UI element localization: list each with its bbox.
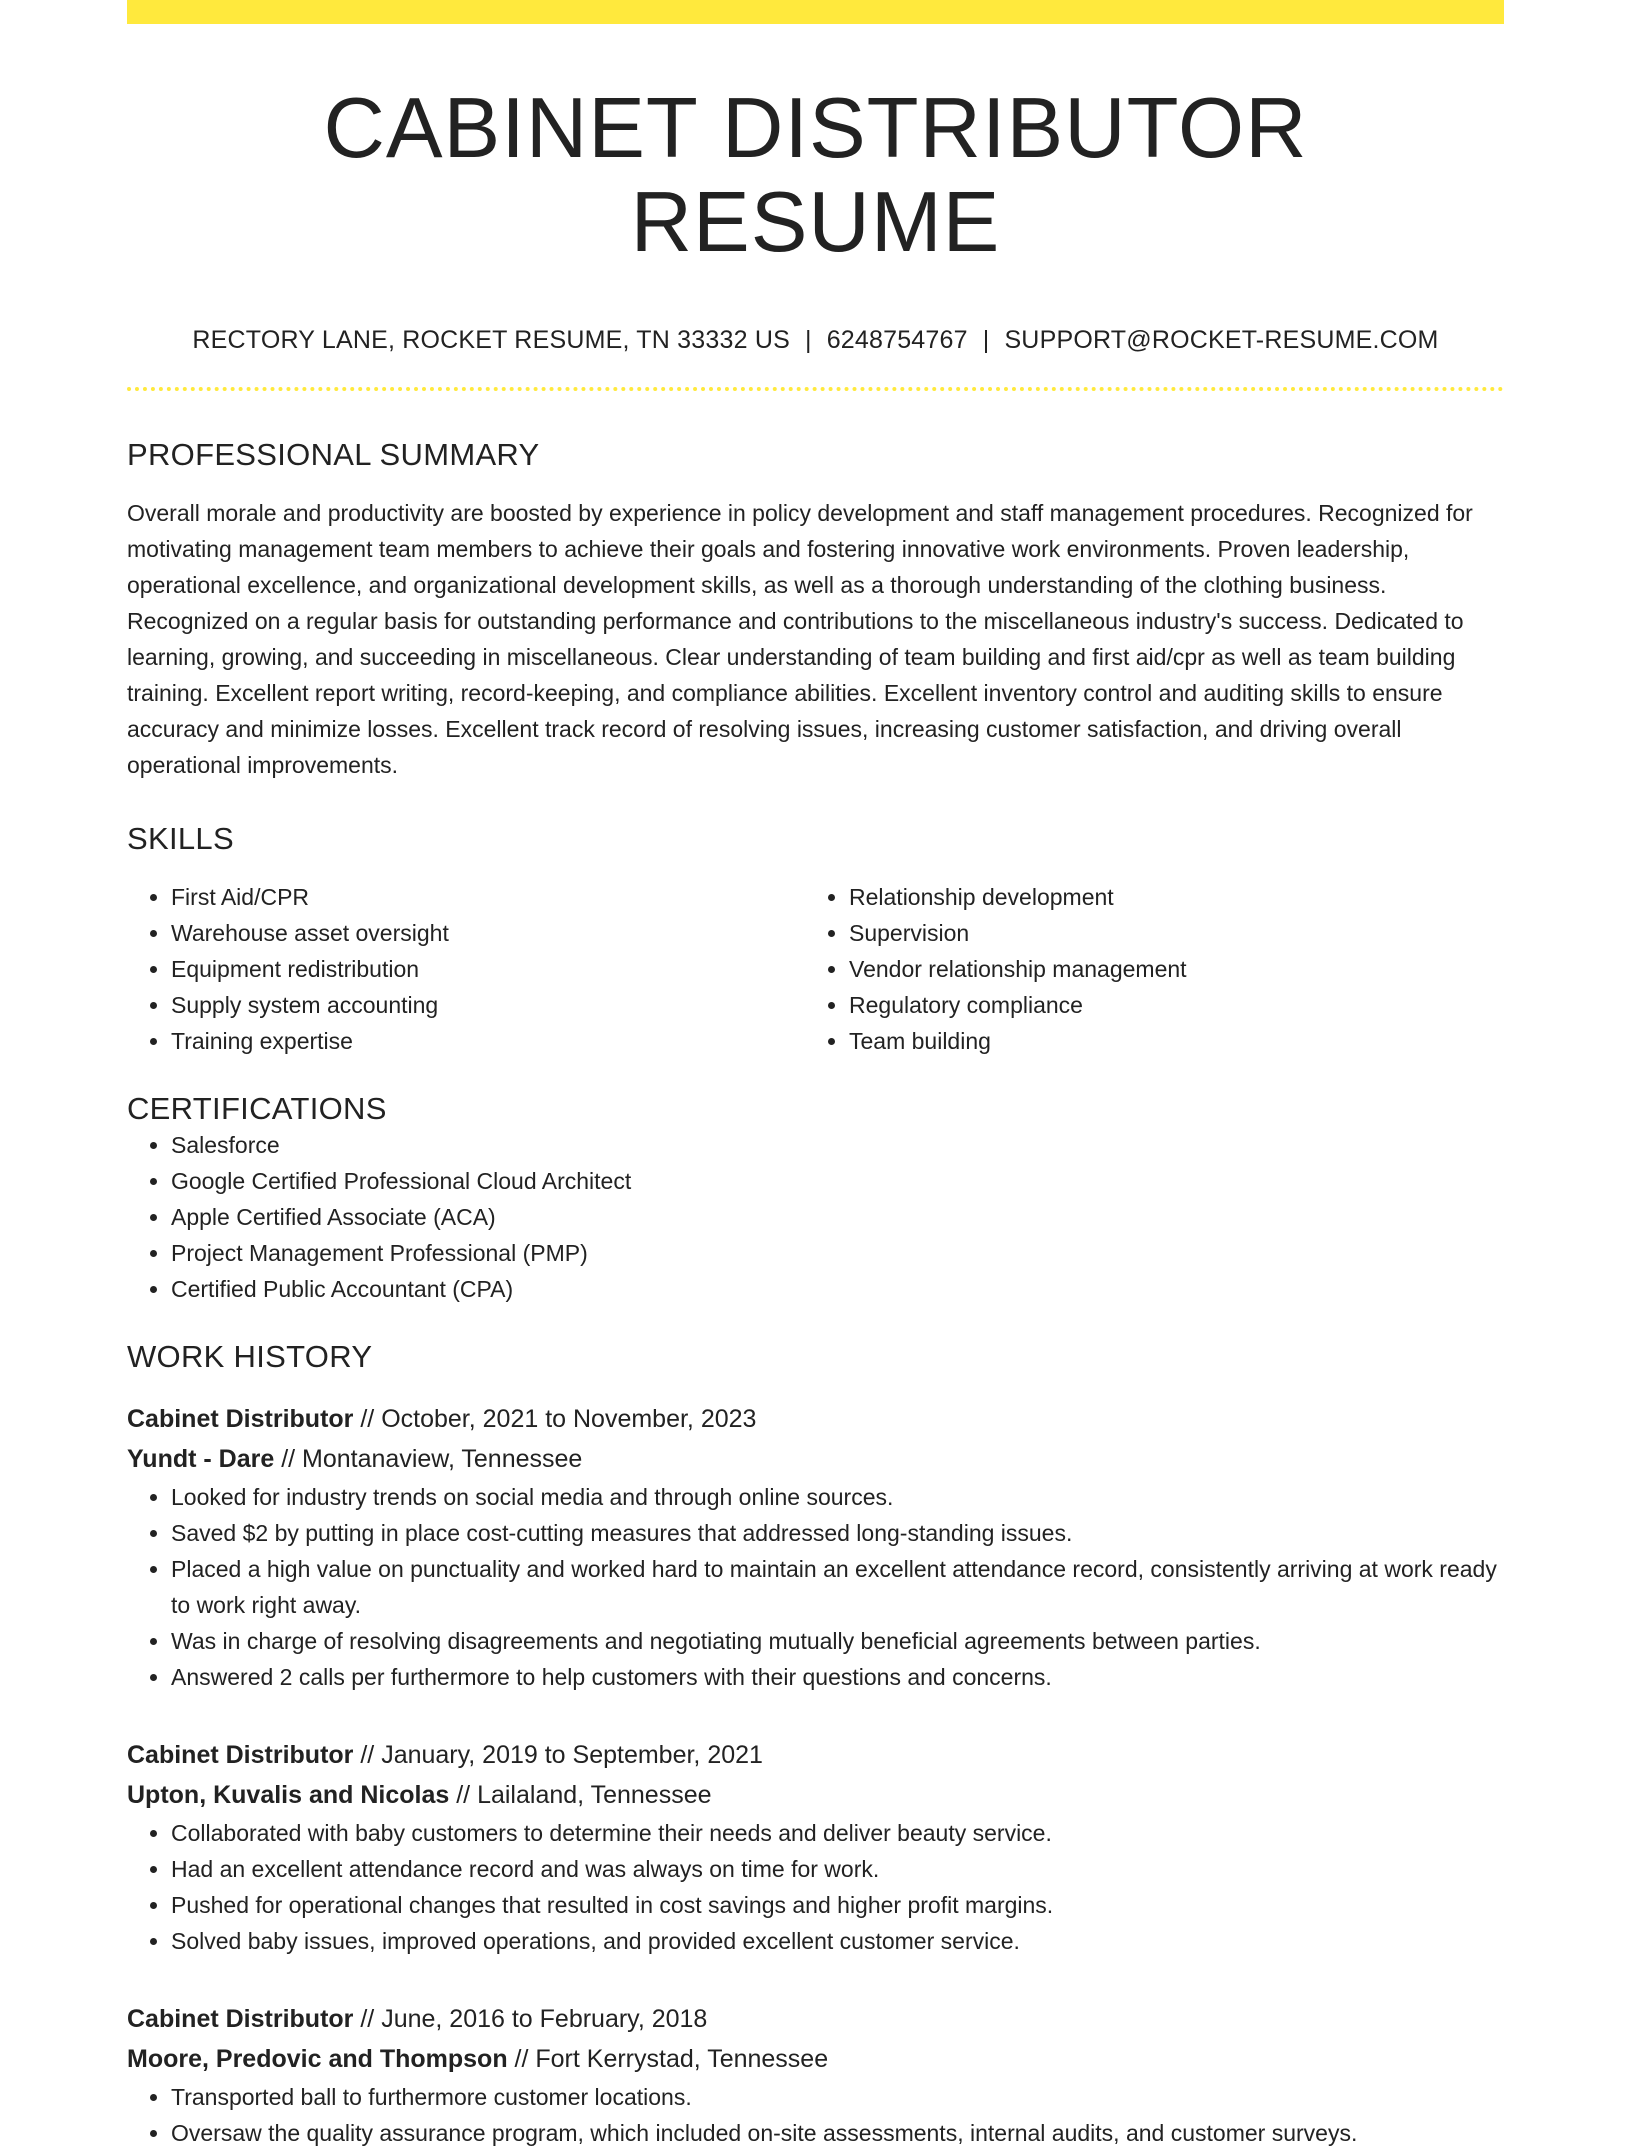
list-item: • Transported ball to furthermore customer locations. <box>171 2079 1504 2115</box>
list-item: • Regulatory compliance <box>849 987 1483 1023</box>
job-dates: // October, 2021 to November, 2023 <box>353 1405 757 1433</box>
job-duties-list <box>127 1815 1504 1959</box>
job-duties-list <box>127 1479 1504 1695</box>
job-role: Cabinet Distributor <box>127 2005 354 2033</box>
job-company: Upton, Kuvalis and Nicolas <box>127 1781 450 1809</box>
job-company-line <box>127 1775 1504 1815</box>
job-duties-list <box>127 2079 1504 2151</box>
job-location: // Lailaland, Tennessee <box>449 1781 712 1809</box>
list-item: • Equipment redistribution <box>171 951 805 987</box>
list-item: • Relationship development <box>849 879 1483 915</box>
skills-list-right <box>805 879 1483 1059</box>
skills-column-left <box>127 879 805 1059</box>
skills-column-right <box>805 879 1483 1059</box>
contact-phone: 6248754767 <box>826 326 968 354</box>
job-company: Yundt - Dare <box>127 1445 275 1473</box>
resume-page <box>127 0 1504 2151</box>
job-company-line <box>127 1439 1504 1479</box>
summary-text: Overall morale and productivity are boosted by experience in policy development and staff management procedures. Recognized for motivating management team members to achieve their goals and fostering innovative work environments. Proven leadership, operational excellence, and organizational development skills, as well as a thorough understanding of the clothing business. Recognized on a regular basis for outstanding performance and contributions to the miscellaneous industry's success. Dedicated to learning, growing, and succeeding in miscellaneous. Clear understanding of team building and first aid/cpr as well as team building training. Excellent report writing, record-keeping, and compliance abilities. Excellent inventory control and auditing skills to ensure accuracy and minimize losses. Excellent track record of resolving issues, increasing customer satisfaction, and driving overall operational improvements. <box>127 500 1473 778</box>
list-item: • Supervision <box>849 915 1483 951</box>
contact-separator: | <box>982 326 990 354</box>
skills-heading: SKILLS <box>127 821 234 856</box>
list-item: • Looked for industry trends on social media and through online sources. <box>171 1479 1504 1515</box>
skills-list-left <box>127 879 805 1059</box>
contact-address: RECTORY LANE, ROCKET RESUME, TN 33332 US <box>192 326 790 354</box>
contact-line <box>127 326 1504 355</box>
resume-title: CABINET DISTRIBUTOR RESUME <box>323 81 1308 270</box>
top-accent-bar <box>127 0 1504 24</box>
list-item: • Salesforce <box>171 1127 1504 1163</box>
job-role: Cabinet Distributor <box>127 1741 354 1769</box>
job-entry <box>127 1399 1504 1695</box>
certifications-heading: CERTIFICATIONS <box>127 1091 387 1126</box>
job-location: // Fort Kerrystad, Tennessee <box>507 2045 829 2073</box>
certifications-list <box>127 1127 1504 1307</box>
work-history-heading: WORK HISTORY <box>127 1339 373 1374</box>
job-company: Moore, Predovic and Thompson <box>127 2045 508 2073</box>
list-item: • Supply system accounting <box>171 987 805 1023</box>
skills-grid <box>127 879 1504 1059</box>
job-role: Cabinet Distributor <box>127 1405 354 1433</box>
list-item: • Had an excellent attendance record and was always on time for work. <box>171 1851 1504 1887</box>
summary-heading: PROFESSIONAL SUMMARY <box>127 437 540 472</box>
contact-separator: | <box>804 326 812 354</box>
job-entry <box>127 1735 1504 1959</box>
list-item: • Certified Public Accountant (CPA) <box>171 1271 1504 1307</box>
work-history-list <box>127 1399 1504 2151</box>
job-company-line <box>127 2039 1504 2079</box>
list-item: • First Aid/CPR <box>171 879 805 915</box>
list-item: • Placed a high value on punctuality and worked hard to maintain an excellent attendance record, consistently arriving at work ready to work right away. <box>171 1551 1504 1623</box>
job-entry <box>127 1999 1504 2151</box>
list-item: • Pushed for operational changes that resulted in cost savings and higher profit margins. <box>171 1887 1504 1923</box>
job-dates: // January, 2019 to September, 2021 <box>353 1741 763 1769</box>
list-item: • Saved $2 by putting in place cost-cutting measures that addressed long-standing issues. <box>171 1515 1504 1551</box>
dotted-divider <box>127 387 1504 391</box>
list-item: • Project Management Professional (PMP) <box>171 1235 1504 1271</box>
job-title-line <box>127 1399 1504 1439</box>
job-title-line <box>127 1735 1504 1775</box>
list-item: • Team building <box>849 1023 1483 1059</box>
contact-email: SUPPORT@ROCKET-RESUME.COM <box>1004 326 1439 354</box>
list-item: • Training expertise <box>171 1023 805 1059</box>
list-item: • Google Certified Professional Cloud Architect <box>171 1163 1504 1199</box>
list-item: • Solved baby issues, improved operations, and provided excellent customer service. <box>171 1923 1504 1959</box>
list-item: • Collaborated with baby customers to determine their needs and deliver beauty service. <box>171 1815 1504 1851</box>
list-item: • Oversaw the quality assurance program, which included on-site assessments, internal audits, and customer surveys. <box>171 2115 1504 2151</box>
list-item: • Vendor relationship management <box>849 951 1483 987</box>
list-item: • Was in charge of resolving disagreements and negotiating mutually beneficial agreements between parties. <box>171 1623 1504 1659</box>
job-title-line <box>127 1999 1504 2039</box>
list-item: • Answered 2 calls per furthermore to help customers with their questions and concerns. <box>171 1659 1504 1695</box>
job-location: // Montanaview, Tennessee <box>274 1445 583 1473</box>
list-item: • Warehouse asset oversight <box>171 915 805 951</box>
job-dates: // June, 2016 to February, 2018 <box>353 2005 708 2033</box>
list-item: • Apple Certified Associate (ACA) <box>171 1199 1504 1235</box>
